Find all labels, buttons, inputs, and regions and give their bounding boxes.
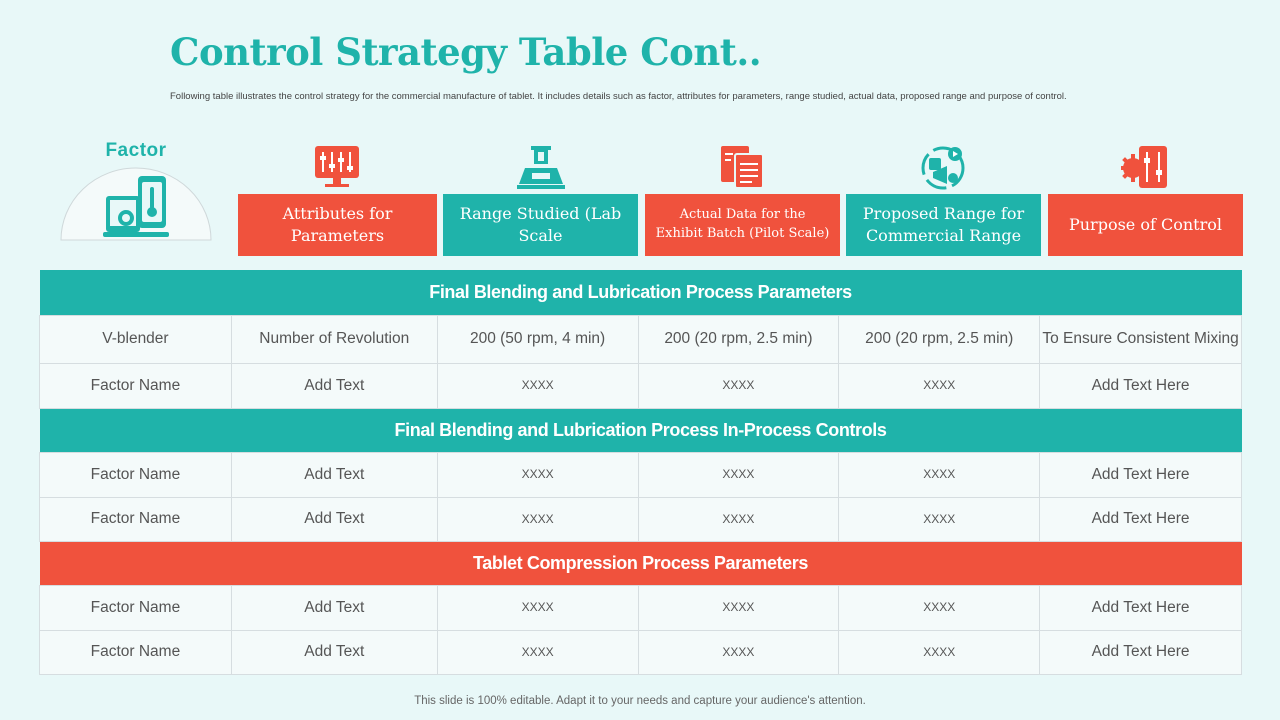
table-cell: XXXX xyxy=(638,452,839,497)
table-cell: XXXX xyxy=(638,585,839,630)
table-cell: Number of Revolution xyxy=(231,315,437,363)
table-row xyxy=(40,630,1242,674)
table-cell: Add Text xyxy=(231,363,437,408)
page-subtitle: Following table illustrates the control strategy for the commercial manufacture of tablet. It includes details such as factor, attributes for parameters, range studied, actual data, proposed range and purpose of control. xyxy=(170,91,1067,102)
table-cell: Add Text Here xyxy=(1040,452,1242,497)
table-cell: Add Text Here xyxy=(1040,497,1242,541)
table-cell: 200 (20 rpm, 2.5 min) xyxy=(638,315,839,363)
table-cell: Factor Name xyxy=(40,497,232,541)
section-header-row xyxy=(40,541,1242,585)
thermometer-device-icon xyxy=(102,172,172,240)
sliders-monitor-icon xyxy=(313,144,361,190)
page-title: Control Strategy Table Cont.. xyxy=(170,30,762,74)
column-header-actual-data: Actual Data for the Exhibit Batch (Pilot Scale) xyxy=(645,194,840,256)
table-cell: Add Text Here xyxy=(1040,630,1242,674)
table-cell: To Ensure Consistent Mixing xyxy=(1040,315,1242,363)
section-title: Final Blending and Lubrication Process Parameters xyxy=(40,270,1242,315)
marketing-icon xyxy=(919,144,967,190)
documents-icon xyxy=(719,144,767,190)
table-cell: Add Text xyxy=(231,452,437,497)
table-row xyxy=(40,315,1242,363)
table-cell: XXXX xyxy=(638,363,839,408)
table-row xyxy=(40,585,1242,630)
table-cell: XXXX xyxy=(839,452,1040,497)
section-title: Final Blending and Lubrication Process In-Process Controls xyxy=(40,408,1242,452)
table-cell: Add Text Here xyxy=(1040,585,1242,630)
table-cell: Add Text Here xyxy=(1040,363,1242,408)
table-row xyxy=(40,452,1242,497)
table-cell: XXXX xyxy=(437,497,638,541)
gear-sliders-icon xyxy=(1121,144,1169,190)
footer-note: This slide is 100% editable. Adapt it to your needs and capture your audience's attention. xyxy=(414,695,866,707)
column-header-attributes: Attributes for Parameters xyxy=(238,194,437,256)
column-header-proposed-range: Proposed Range for Commercial Range xyxy=(846,194,1041,256)
table-cell: Factor Name xyxy=(40,452,232,497)
section-header-row xyxy=(40,270,1242,315)
table-cell: Add Text xyxy=(231,497,437,541)
table-cell: Factor Name xyxy=(40,585,232,630)
table-cell: Add Text xyxy=(231,585,437,630)
factor-label: Factor xyxy=(105,140,167,161)
table-cell: XXXX xyxy=(437,585,638,630)
section-title: Tablet Compression Process Parameters xyxy=(40,541,1242,585)
control-strategy-table xyxy=(39,270,1242,675)
column-header-range-studied: Range Studied (Lab Scale xyxy=(443,194,638,256)
table-cell: XXXX xyxy=(839,363,1040,408)
table-cell: XXXX xyxy=(437,363,638,408)
table-cell: 200 (20 rpm, 2.5 min) xyxy=(839,315,1040,363)
table-cell: XXXX xyxy=(638,630,839,674)
factor-badge xyxy=(60,138,212,242)
table-cell: Factor Name xyxy=(40,630,232,674)
table-cell: XXXX xyxy=(839,630,1040,674)
lab-scale-icon xyxy=(517,144,565,190)
table-cell: Add Text xyxy=(231,630,437,674)
table-cell: XXXX xyxy=(437,452,638,497)
table-cell: 200 (50 rpm, 4 min) xyxy=(437,315,638,363)
column-header-purpose: Purpose of Control xyxy=(1048,194,1243,256)
table-row xyxy=(40,363,1242,408)
section-header-row xyxy=(40,408,1242,452)
table-cell: Factor Name xyxy=(40,363,232,408)
table-cell: V-blender xyxy=(40,315,232,363)
table-row xyxy=(40,497,1242,541)
table-cell: XXXX xyxy=(638,497,839,541)
table-cell: XXXX xyxy=(437,630,638,674)
table-cell: XXXX xyxy=(839,585,1040,630)
table-cell: XXXX xyxy=(839,497,1040,541)
